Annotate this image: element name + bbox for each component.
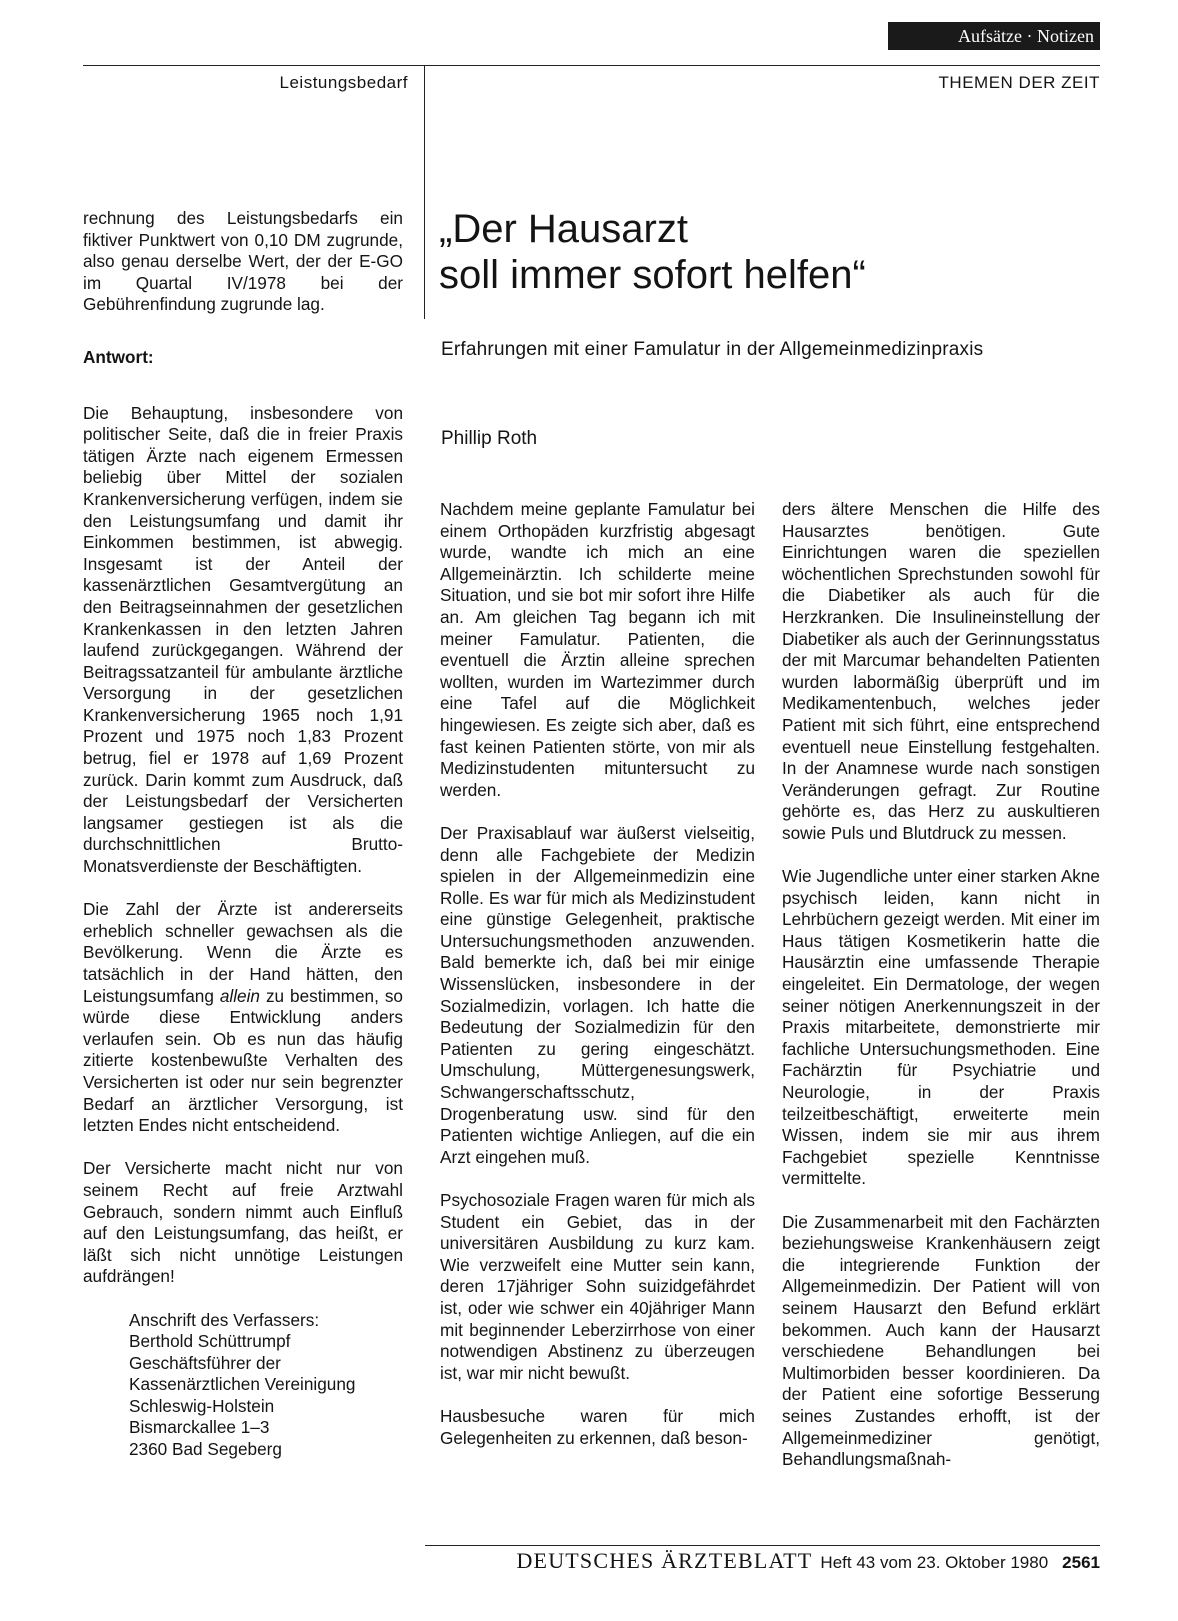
author-address	[129, 1310, 403, 1461]
article-paragraph: Die Zusammenarbeit mit den Fachärzten beziehungsweise Krankenhäusern zeigt die integrierende Funktion der Allgemeinmedizin. Der Patient will von seinem Hausarzt den Befund erklärt bekommen. Auch kann der Hausarzt verschiedene Behandlungen bei Multimorbiden besser koordinieren. Da der Patient eine sofortige Besserung seines Zustandes erhofft, ist der Allgemeinmediziner genötigt, Behandlungsmaßnah-	[782, 1211, 1100, 1470]
address-line: Berthold Schüttrumpf	[129, 1331, 291, 1352]
page-number: 2561	[1062, 1553, 1100, 1572]
article-column-1	[440, 499, 755, 1471]
left-paragraph: Die Behauptung, insbesondere von politischer Seite, daß die in freier Praxis tätigen Ärzte nach eigenem Ermessen beliebig über Mittel der sozialen Krankenversicherung verfügen, indem sie den Leistungsumfang und damit ihr Einkommen bestimmen, ist abwegig. Insgesamt ist der Anteil der kassenärztlichen Gesamtvergütung an den Beitragseinnahmen der gesetzlichen Krankenkassen in den letzten Jahren laufend zurückgegangen. Während der Beitragssatzanteil für ambulante ärztliche Versorgung in der gesetzlichen Krankenversicherung 1965 noch 1,91 Prozent und 1975 noch 1,83 Prozent betrug, fiel er 1978 auf 1,69 Prozent zurück. Darin kommt zum Ausdruck, daß der Leistungsbedarf der Versicherten langsamer gestiegen ist als die durchschnittlichen Brutto-Monatsverdienste der Beschäftigten.	[83, 402, 403, 877]
article-title	[439, 206, 1099, 298]
header-rule	[83, 65, 1100, 66]
running-head-right: THEMEN DER ZEIT	[938, 73, 1100, 92]
left-paragraph: Der Versicherte macht nicht nur von seinem Recht auf freie Arztwahl Gebrauch, sondern nimmt auch Einfluß auf den Leistungsumfang, das heißt, er läßt sich nicht unnötige Leistungen aufdrängen!	[83, 1158, 403, 1287]
left-paragraph-text: zu bestimmen, so würde diese Entwicklung anders verlaufen sein. Ob es nun das häufig zitierte kostenbewußte Verhalten des Versicherten ist oder nur sein begrenzter Bedarf an ärztlicher Versorgung, ist letzten Endes nicht entscheidend.	[83, 985, 403, 1136]
left-paragraph	[83, 899, 403, 1137]
column-divider	[424, 65, 425, 319]
section-badge: Aufsätze · Notizen	[888, 22, 1100, 50]
article-column-2	[782, 499, 1100, 1492]
article-paragraph: Hausbesuche waren für mich Gelegenheiten zu erkennen, daß beson-	[440, 1405, 755, 1448]
article-author: Phillip Roth	[441, 428, 538, 449]
left-lead-paragraph: rechnung des Leistungsbedarfs ein fiktiver Punktwert von 0,10 DM zugrunde, also genau derselbe Wert, der der E-GO im Quartal IV/1978 bei der Gebührenfindung zugrunde lag.	[83, 208, 403, 315]
address-line: Anschrift des Verfassers:	[129, 1309, 320, 1330]
title-line: soll immer sofort helfen“	[439, 253, 866, 297]
title-line: „Der Hausarzt	[439, 207, 688, 251]
answer-label: Antwort:	[83, 346, 154, 367]
address-line: Kassenärztlichen Vereinigung	[129, 1374, 356, 1395]
footer-rule	[425, 1545, 1100, 1546]
page-footer	[516, 1548, 1100, 1574]
left-paragraph-text: Die Zahl der Ärzte ist andererseits erheblich schneller gewachsen als die Bevölkerung. Wenn die Ärzte es tatsächlich in der Hand hätten, den Leistungsumfang	[83, 899, 403, 1006]
left-column	[83, 208, 403, 1482]
article-paragraph: ders ältere Menschen die Hilfe des Hausarztes benötigen. Gute Einrichtungen waren die speziellen wöchentlichen Sprechstunden sowohl für die Diabetiker als auch für die Herzkranken. Die Insulineinstellung der Diabetiker als auch der Gerinnungsstatus der mit Marcumar behandelten Patienten wurden labormäßig überprüft und im Medikamentenbuch, welches jeder Patient mit sich führt, eine entsprechend eventuell neue Einstellung festgehalten. In der Anamnese wurde nach sonstigen Veränderungen gefragt. Zur Routine gehörte es, das Herz zu auskultieren sowie Puls und Blutdruck zu messen.	[782, 499, 1100, 843]
address-line: Bismarckallee 1–3	[129, 1417, 270, 1438]
article-paragraph: Nachdem meine geplante Famulatur bei einem Orthopäden kurzfristig abgesagt wurde, wandte ich mich an eine Allgemeinärztin. Ich schilderte meine Situation, und sie bot mir sofort ihre Hilfe an. Am gleichen Tag begann ich mit meiner Famulatur. Patienten, die eventuell die Ärztin alleine sprechen wollten, wurden im Wartezimmer durch eine Tafel auf die Möglichkeit hingewiesen. Es zeigte sich aber, daß es fast keinen Patienten störte, von mir als Medizinstudenten mituntersucht zu werden.	[440, 499, 755, 800]
article-paragraph: Wie Jugendliche unter einer starken Akne psychisch leiden, kann nicht in Lehrbüchern gezeigt werden. Mit einer im Haus tätigen Kosmetikerin hatte die Hausärztin eine umfassende Therapie eingeleitet. Ein Dermatologe, der wegen seiner nötigen Anerkennungszeit in der Praxis mitarbeitete, demonstrierte mir fachliche Untersuchungsmethoden. Eine Fachärztin für Psychiatrie und Neurologie, in der Praxis teilzeitbeschäftigt, erweiterte mein Wissen, indem sie mir aus ihrem Fachgebiet spezielle Kenntnisse vermittelte.	[782, 866, 1100, 1189]
address-line: Geschäftsführer der	[129, 1352, 281, 1373]
journal-name: DEUTSCHES ÄRZTEBLATT	[516, 1548, 813, 1573]
running-head-left: Leistungsbedarf	[279, 73, 408, 92]
emphasis: allein	[219, 985, 260, 1006]
article-paragraph: Psychosoziale Fragen waren für mich als Student ein Gebiet, das in der universitären Ausbildung zu kurz kam. Wie verzweifelt eine Mutter sein kann, deren 17jähriger Sohn suizidgefährdet ist, oder wie schwer ein 40jähriger Mann mit beginnender Leberzirrhose von einer notwendigen Abstinenz zu überzeugen ist, war mir nicht bewußt.	[440, 1190, 755, 1383]
address-line: 2360 Bad Segeberg	[129, 1439, 282, 1460]
article-subtitle: Erfahrungen mit einer Famulatur in der Allgemeinmedizinpraxis	[441, 339, 984, 360]
article-paragraph: Der Praxisablauf war äußerst vielseitig, denn alle Fachgebiete der Medizin spielen in der Allgemeinmedizin eine Rolle. Es war für mich als Medizinstudent eine günstige Gelegenheit, praktische Untersuchungsmethoden anzuwenden. Bald bemerkte ich, daß bei mir einige Wissenslücken, insbesondere in der Sozialmedizin, vorlagen. Ich hatte die Bedeutung der Sozialmedizin für den Patienten zu gering eingeschätzt. Umschulung, Müttergenesungswerk, Schwangerschaftsschutz, Drogenberatung usw. sind für den Patienten wichtige Anliegen, auf die ein Arzt eingehen muß.	[440, 822, 755, 1167]
issue-info: Heft 43 vom 23. Oktober 1980	[820, 1553, 1049, 1572]
address-line: Schleswig-Holstein	[129, 1395, 275, 1416]
